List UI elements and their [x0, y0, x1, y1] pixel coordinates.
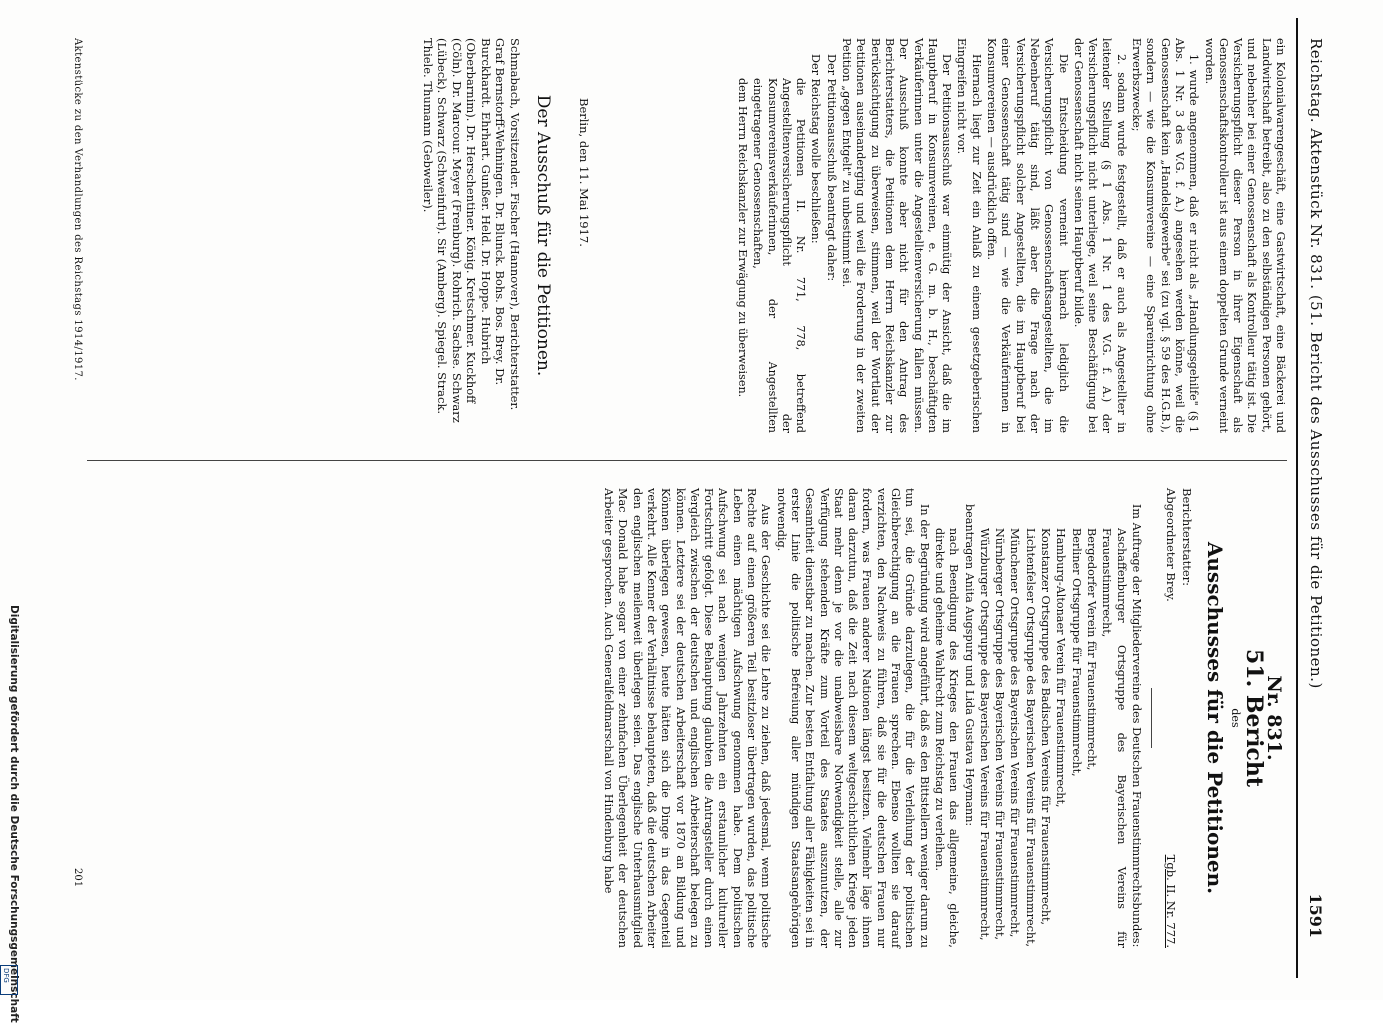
list-item: Hamburg-Altonaer Verein für Frauenstimmrecht, [1054, 528, 1068, 808]
paragraph: Die Entscheidung verneint hiernach lediglich die Versicherungspflicht von Genossenschaftsangestellten, die im Nebenberuf tätig sind, läßt aber die Frage nach der Versicherungspflicht solcher Angestellten, die im Hauptberuf bei einer Genossenschaft tätig sind — wie die Verkäuferinnen in Konsumvereinen — ausdrücklich offen. [985, 38, 1070, 433]
right-column [600, 488, 1287, 948]
paragraph: nach Beendigung des Krieges den Frauen das allgemeine, gleiche, direkte und geheime Wahlrecht zum Reichstag zu verleihen. [932, 528, 961, 948]
paragraph: Aus der Geschichte sei die Lehre zu ziehen, daß jedesmal, wenn politische Rechte auf einen größeren Teil besitzloser übertragen wurden, das politische Leben einen mächtigen Aufschwung genommen habe. Dem politischen Aufschwung sei nach wenigen Jahrzehnten ein erstaunlicher kultureller Fortschritt gefolgt. Diese Behauptung glaubten die Antragsteller durch einen Vergleich zwischen der deutschen und englischen Arbeiterschaft belegen zu können. Letztere sei der deutschen Arbeiterschaft vor 1870 an Bildung und Können überlegen gewesen, heute hätten sich die Dinge in das Gegenteil verkehrt. Alle Kenner der Verhältnisse behaupteten, daß die deutschen Arbeiter den englischen meilenweit überlegen seien. Das englische Unterhausmitglied Mac Donald habe sogar von einer zehnfachen Überlegenheit der deutschen Arbeiter gesprochen. Auch Generalfeldmarschall von Hindenburg habe [602, 488, 773, 948]
paragraph: die Petitionen II. Nr. 771, 778, betreffend Angestelltenversicherungspflicht der Konsumvereinsverkäuferinnen, der Angestellten eingetragener Genossenschaften, [751, 78, 808, 433]
page-number: 1591 [1306, 893, 1325, 938]
digitization-text: Digitalisierung gefördert durch die Deutsche Forschungsgemeinschaft [8, 605, 20, 1023]
dfg-logo [0, 965, 18, 995]
document-number: Nr. 831. [1263, 675, 1285, 761]
place-date: Berlin, den 11. Mai 1917. [577, 98, 591, 247]
list-item: Würzburger Ortsgruppe des Bayerischen Vereins für Frauenstimmrecht, [977, 528, 991, 941]
footer-source: Aktenstücke zu den Verhandlungen des Reichstags 1914/1917. [72, 38, 83, 381]
logo-text: DFG [2, 968, 10, 983]
rapporteur-label: Berichterstatter: [1179, 488, 1194, 587]
scanned-page [61, 18, 1331, 978]
running-header [1301, 18, 1331, 978]
rapporteur-name: Abgeordneter Brey. [1163, 488, 1178, 602]
section-rule [1151, 688, 1152, 748]
paragraph: Hiernach liegt zur Zeit ein Anlaß zu einem gesetzgeberischen Eingreifen nicht vor. [955, 38, 983, 433]
paragraph: beantragen Anita Augspurg und Lida Gustava Heymann: [962, 504, 976, 827]
list-item: Konstanzer Ortsgruppe des Badischen Vereins für Frauenstimmrecht, [1039, 528, 1053, 926]
header-rule [1296, 18, 1298, 978]
signature-block [421, 38, 592, 433]
column-divider [87, 460, 1287, 461]
paragraph: ein Kolonialwarengeschäft, eine Gastwirtschaft, eine Bäckerei und Landwirtschaft betreibt, also zu den selbständigen Personen gehört, und nebenher bei einer Genossenschaft als Kontrolleur tätig ist. Die Versicherungspflicht dieser Person in ihrer Eigenschaft als Genossenschaftskontrolleur ist aus einem doppelten Grunde verneint worden. [1202, 38, 1287, 433]
paragraph: Der Petitionsausschuß war einmütig der Ansicht, daß die im Hauptberuf in Konsumvereinen, e. G. m. b. H., beschäftigten Verkäuferinnen unter die Angestelltenversicherung fallen müssen. Der Ausschuß konnte aber nicht für den Antrag des Berichterstatters, die Petitionen dem Herrn Reichskanzler zur Berücksichtigung zu überweisen, stimmen, weil der Wortlaut der Petitionen auseinanderging und weil die Forderung in der zweiten Petition „gegen Entgelt" zu unbestimmt sei. [840, 38, 954, 433]
committee-title: Ausschusses für die Petitionen. [1203, 541, 1228, 895]
list-item: Bergedorfer Verein für Frauenstimmrecht, [1084, 528, 1098, 771]
report-des: des [1229, 708, 1243, 728]
paragraph: In der Begründung wird angeführt, daß es den Bittstellern weniger darum zu tun sei, die Gründe darzulegen, die für die Verleihung der politischen Gleichberechtigung an die Frauen sprechen. Ebenso wollten sie darauf verzichten, den Nachweis zu führen, daß sie für die deutschen Frauen nur fordern, was Frauen anderer Nationen längst besitzen. Vielmehr läge ihnen daran darzutun, daß die Zeit nach diesem weltgeschichtlichen Kriege jeden Staat mehr denn je vor die unabweisbare Notwendigkeit stelle, alle zur Verfügung stehenden Kräfte zum Vorteil des Staates auszunutzen, der Gesamtheit dienstbar zu machen. Zur besten Entfaltung aller Fähigkeiten sei in erster Linie die politische Befreiung aller mündigen Staatsangehörigen notwendig. [774, 488, 931, 948]
committee-members: Schmabach, Vorsitzender. Fischer (Hannover), Berichterstatter. Graf Bernstorff-Wehningen. Dr. Blunck. Bohs. Bos. Brey. Dr. Burckhardt. Ehrhart. Gunßer. Held. Dr. Hoppe. Hubrich (Oberbarnim). Dr. Herschentiner. König. Kretschmer. Kuckhoff (Cöln). Dr. Marcour. Meyer (Frenburg). Rohrich. Sachse. Schwarz (Lübeck). Schwarz (Schweinfurt). Sir (Amberg). Spiegel. Strack. Thiele. Thumann (Gebweiler). [421, 38, 522, 423]
list-item: Lichtenfelser Ortsgruppe des Bayerischen Vereins für Frauenstimmrecht, [1023, 528, 1037, 948]
paragraph: 2. sodann wurde festgestellt, daß er auch als Angestellter in leitender Stellung (§ 1 Abs. 1 Nr. 1 des V.G. f. A.) der Versicherungspflicht nicht unterliege, weil seine Beschäftigung bei der Genossenschaft nicht seinen Hauptberuf bilde. [1071, 38, 1128, 433]
rapporteur-block [1160, 488, 1194, 948]
paragraph: Im Auftrage der Mitgliedervereine des Deutschen Frauenstimmrechtsbundes: [1129, 504, 1143, 948]
paragraph: 1. wurde angenommen, daß er nicht als „Handlungsgehilfe" (§ 1 Abs. 1 Nr. 3 des V.G. f. A.) angesehen werden könne, weil die Genossenschaft kein „Handelsgewerbe" sei (zu vgl. § 59 des H.G.B.), sondern — wie die Konsumvereine — eine Spareinrichtung ohne Erwerbszwecke; [1130, 38, 1201, 433]
digitization-note [2, 605, 22, 1023]
list-item: Berliner Ortsgruppe für Frauenstimmrecht, [1069, 528, 1083, 777]
journal-number: Tgb. II. Nr. 777. [1163, 854, 1178, 948]
paragraph: Der Reichstag wolle beschließen: [809, 54, 823, 244]
paragraph: Der Petitionsausschuß beantragt daher: [824, 54, 838, 282]
left-column [734, 38, 1287, 433]
list-item: Münchener Ortsgruppe des Bayerischen Vereins für Frauenstimmrecht, [1008, 528, 1022, 938]
footer-sheet-number: 201 [72, 868, 83, 888]
paragraph: dem Herrn Reichskanzler zur Erwägung zu überweisen. [736, 78, 750, 398]
committee-signature-title: Der Ausschuß für die Petitionen. [533, 94, 554, 377]
report-title: 51. Bericht [1240, 648, 1267, 788]
list-item: Nürnberger Ortsgruppe des Bayerischen Vereins für Frauenstimmrecht, [993, 528, 1007, 941]
list-item: Aschaffenburger Ortsgruppe des Bayerischen Vereins für Frauenstimmrecht, [1100, 528, 1128, 948]
header-title: Reichstag. Aktenstück Nr. 831. (51. Bericht des Ausschusses für die Petitionen.) [1307, 38, 1325, 689]
